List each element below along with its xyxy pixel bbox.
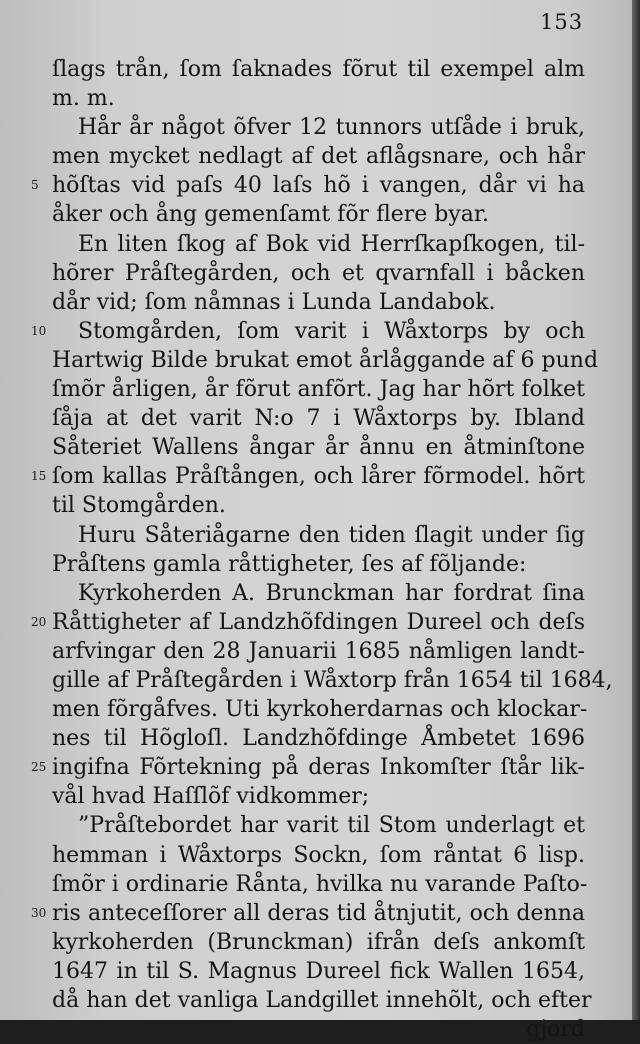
text-line [0,142,632,171]
text-line [0,724,632,753]
line-text: til Stomgården. [52,493,226,519]
text-line [0,928,632,957]
line-text: dår vid; ſom nåmnas i Lunda Landabok. [52,289,496,315]
line-number: 10 [31,323,47,338]
line-number: 5 [31,178,39,193]
text-line [0,1015,632,1044]
line-text: nes til Hõgloſl. Landzhõfdinge Åmbetet 1696 [52,726,585,752]
line-number: 30 [31,905,47,920]
line-text: ſåja at det varit N:o 7 i Wåxtorps by. Ibland [52,406,585,432]
line-text: vål hvad Haſſlõf vidkommer; [52,784,370,810]
text-line [0,957,632,986]
line-text: men fõrgåfves. Uti kyrkoherdarnas och klockar- [52,697,588,723]
line-text: men mycket nedlagt af det aflågsnare, och hår [52,144,585,170]
text-line [0,841,632,870]
text-line [0,870,632,899]
line-text: Huru Såteriågarne den tiden ſlagit under ſig [78,522,585,548]
line-text: ſmõr årligen, år fõrut anfõrt. Jag har hõrt folket [52,377,585,403]
text-line [0,433,632,462]
line-text: En liten ſkog af Bok vid Herrſkapſkogen, til- [78,231,585,257]
line-text: Pråſtens gamla råttigheter, ſes af fõljande: [52,551,527,577]
line-text: ſom kallas Pråſtången, och lårer fõrmodel. hõrt [52,464,585,490]
text-line [0,579,632,608]
page-number: 153 [540,10,584,34]
line-text: ſlags trån, ſom ſaknades fõrut til exempel alm [52,57,585,82]
page-edge [632,0,640,1020]
text-line [0,753,632,782]
line-text: Hår år något õfver 12 tunnors utſåde i bruk, [78,115,585,141]
line-text: gille af Pråſtegården i Wåxtorp från 1654 til 1684, [52,667,613,693]
text-line [0,317,632,346]
line-text: hõſtas vid paſs 40 laſs hõ i vangen, dår vi ha [52,173,585,199]
line-text: kyrkoherden (Brunckman) ifrån deſs ankomſt [52,929,585,955]
text-line [0,491,632,520]
line-text: ingifna Fõrtekning på deras Inkomſter ſtår lik- [52,755,585,781]
text-line [0,637,632,666]
text-line [0,404,632,433]
text-line [0,666,632,695]
text-line [0,113,632,142]
line-text: hemman i Wåxtorps Sockn, ſom råntat 6 lisp. [52,842,585,868]
line-text: åker och ång gemenſamt fõr flere byar. [52,202,490,228]
line-text: Hartwig Bilde brukat emot årlåggande af 6 pund [52,347,599,373]
line-text: ſmõr i ordinarie Rånta, hvilka nu varande Paſto- [52,871,588,897]
line-number: 20 [31,614,47,629]
text-line [0,230,632,259]
text-line [0,782,632,811]
text-line [0,811,632,840]
line-text: Såteriet Wallens ångar år ånnu en åtminſtone [52,435,585,461]
text-line [0,259,632,288]
line-number: 15 [31,469,47,484]
line-text: ”Pråſtebordet har varit til Stom underlagt et [78,813,585,839]
text-line [0,986,632,1015]
line-text: Stomgården, ſom varit i Wåxtorps by och [78,318,585,344]
line-text: arfvingar den 28 Januarii 1685 nåmligen landt- [52,638,585,664]
line-text: Kyrkoherden A. Brunckman har fordrat ſina [78,580,585,606]
line-text: då han det vanliga Landgillet innehõlt, och efter [52,988,592,1013]
line-text: gjord [526,1017,585,1043]
text-line [0,899,632,928]
text-line [0,288,632,317]
text-line [0,550,632,579]
text-line [0,84,632,113]
line-text: hõrer Pråſtegården, och et qvarnfall i båcken [52,260,585,286]
line-text: Råttigheter af Landzhõfdingen Dureel och deſs [52,609,585,635]
body-text [0,55,632,1044]
text-line [0,55,632,84]
text-line [0,462,632,491]
line-text: ris anteceſſorer all deras tid åtnjutit, och denna [52,900,585,926]
text-line [0,171,632,200]
text-line [0,346,632,375]
line-text: 1647 in til S. Magnus Dureel fick Wallen 1654, [52,958,585,984]
text-line [0,608,632,637]
text-line [0,200,632,229]
line-number: 25 [31,760,47,775]
text-line [0,695,632,724]
text-line [0,375,632,404]
line-text: m. m. [52,86,115,112]
text-line [0,521,632,550]
